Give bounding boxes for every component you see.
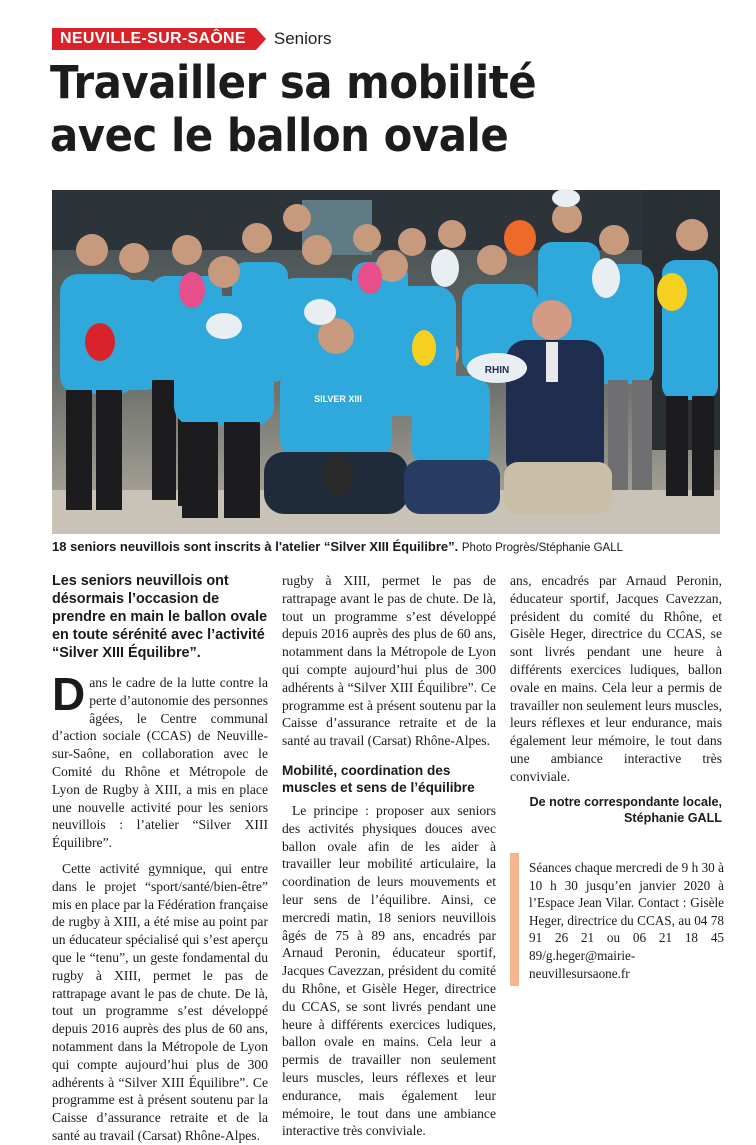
headline-line-2: avec le ballon ovale	[50, 109, 509, 162]
section-label: Seniors	[273, 29, 332, 48]
signature-line-1: De notre correspondante locale,	[529, 794, 722, 809]
ball-lettering: RHIN	[484, 365, 510, 376]
article-column-1	[52, 572, 268, 1143]
article-subhead: Mobilité, coordination des muscles et sens de l’équilibre	[282, 762, 475, 795]
photo-credit: Photo Progrès/Stéphanie GALL	[461, 542, 623, 554]
article-column-2	[282, 572, 496, 1139]
headline-line-1: Travailler sa mobilité	[50, 56, 537, 109]
article-paragraph-2: Cette activité gymnique, qui entre dans le projet “sport/santé/bien-être” mis en place par la Fédération française de rugby à XIII, a été mise au point par un éducateur spécialisé qui s’est aperçu que le “tenu”, un geste fondamental du rugby à XIII, permet le pas de rattrapage avant le pas de chute. De là, tout un programme s’est développé depuis 2016 auprès des plus de 60 ans, notamment dans la Métropole de Lyon qui compte aujourd’hui plus de 300 adhérents à “Silver XIII Équilibre”. Ce programme est à présent soutenu par la Caisse d’assurance retraite et de la santé au travail (Carsat) Rhône-Alpes.	[52, 860, 268, 1143]
article-paragraph-3-continued: ans, encadrés par Arnaud Peronin, éducateur sportif, Jacques Cavezzan, président du comité du Rhône, et Gisèle Heger, directrice du CCAS, se sont livrés pendant une heure à différents exercices ludiques, ballon ovale en mains. Cela leur a permis de travailler non seulement leurs muscles, leurs réflexes et leur endurance, mais également leur mémoire, le tout dans une ambiance interactive très conviviale.	[510, 573, 722, 784]
paragraph-1-text: ans le cadre de la lutte contre la perte d’autonomie des personnes âgées, le Centre communal d’action sociale (CCAS) de Neuville-sur-Saône, en collaboration avec le Comité du Rhône et Métropole de Lyon de Rugby à XIII, a mis en place une nouvelle activité pour les seniors neuvillois : l’atelier “Silver XIII Équilibre”.	[52, 675, 268, 851]
info-box-text: Séances chaque mercredi de 9 h 30 à 10 h 30 jusqu’en janvier 2020 à l’Espace Jean Vilar. Contact : Gisèle Heger, directrice du CCAS, au 04 78 91 26 21 ou 06 21 18 45 89/g.heger@mairie-neuvillesursaone.fr	[529, 860, 724, 981]
info-box	[510, 853, 724, 986]
location-tag: NEUVILLE-SUR-SAÔNE	[52, 28, 256, 50]
group-photo	[52, 190, 720, 534]
shirt-lettering: SILVER XIII	[314, 394, 362, 404]
caption-text: 18 seniors neuvillois sont inscrits à l'atelier “Silver XIII Équilibre”.	[52, 539, 459, 554]
article-column-3	[510, 572, 722, 826]
article-paragraph-3: Le principe : proposer aux seniors des activités physiques douces avec ballon ovale afin de les aider à travailler leur mobilité articulaire, la coordination de leurs mouvements et leur sens de l’équilibre. Ainsi, ce mercredi matin, 18 seniors neuvillois âgés de 75 à 89 ans, encadrés par Arnaud Peronin, éducateur sportif, Jacques Cavezzan, président du comité du Rhône, et Gisèle Heger, directrice du CCAS, se sont livrés pendant une heure à différents exercices ludiques, ballon ovale en mains. Cela leur a permis de travailler non seulement leurs muscles, leurs réflexes et leur endurance, mais également leur mémoire, le tout dans une ambiance interactive très conviviale.	[282, 802, 496, 1139]
headline	[50, 56, 692, 162]
article-paragraph-1	[52, 668, 268, 852]
group-photo-illustration	[52, 190, 720, 534]
photo-caption	[52, 538, 732, 557]
drop-cap: D	[52, 668, 86, 720]
signature-line-2: Stéphanie GALL	[624, 810, 722, 825]
author-signature	[510, 794, 722, 826]
kicker	[52, 28, 332, 50]
article-lead: Les seniors neuvillois ont désormais l’occasion de prendre en main le ballon ovale en toute sérénité avec l’activité “Silver XIII Équilibre”.	[52, 573, 268, 661]
article-paragraph-2-continued: rugby à XIII, permet le pas de rattrapage avant le pas de chute. De là, tout un programme s’est développé depuis 2016 auprès des plus de 60 ans, notamment dans la Métropole de Lyon qui compte aujourd’hui plus de 300 adhérents à “Silver XIII Équilibre”. Ce programme est à présent soutenu par la Caisse d’assurance retraite et de la santé au travail (Carsat) Rhône-Alpes.	[282, 573, 496, 749]
